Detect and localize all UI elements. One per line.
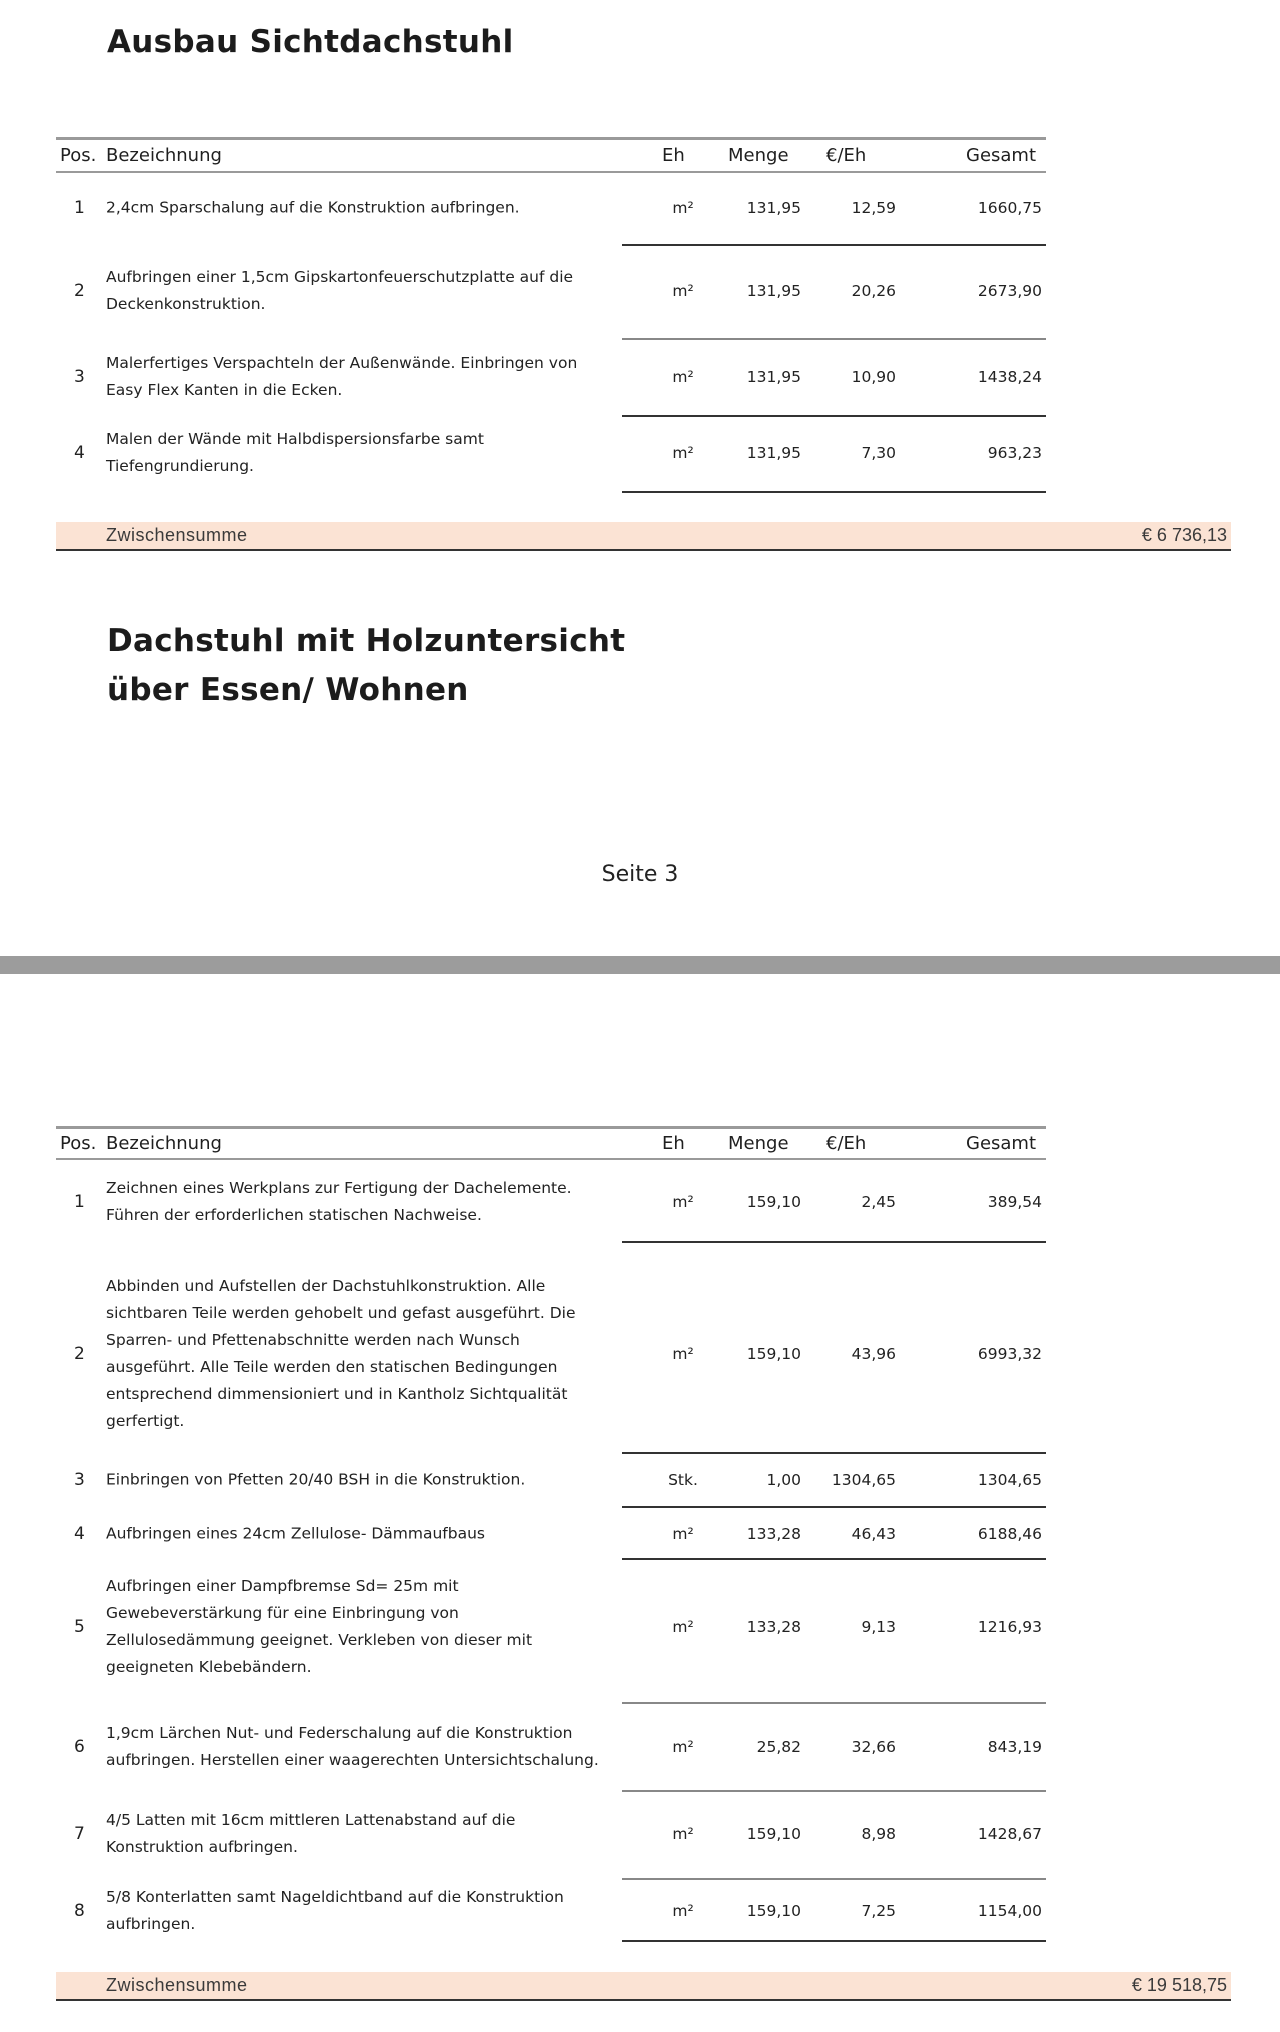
row-eh: m² bbox=[672, 1825, 694, 1843]
row-gesamt: 6188,46 bbox=[977, 1525, 1042, 1543]
row-gesamt: 1216,93 bbox=[977, 1618, 1042, 1636]
row-eh: m² bbox=[672, 1192, 694, 1211]
row-gesamt: 2673,90 bbox=[977, 282, 1042, 300]
table-header bbox=[56, 1126, 1046, 1158]
header-pos: Pos. bbox=[60, 145, 97, 166]
row-menge: 131,95 bbox=[746, 282, 801, 300]
table-row bbox=[56, 173, 1046, 243]
header-gesamt: Gesamt bbox=[966, 1133, 1037, 1154]
header-preis: €/Eh bbox=[826, 1133, 867, 1154]
row-pos: 2 bbox=[74, 1344, 85, 1364]
row-gesamt: 1304,65 bbox=[977, 1471, 1042, 1489]
section-title-ausbau: Ausbau Sichtdachstuhl bbox=[107, 24, 514, 60]
row-menge: 133,28 bbox=[746, 1618, 801, 1636]
header-gesamt: Gesamt bbox=[966, 145, 1037, 166]
row-preis: 20,26 bbox=[851, 282, 896, 300]
page-number: Seite 3 bbox=[601, 862, 679, 887]
row-preis: 1304,65 bbox=[831, 1471, 896, 1489]
subtotal-bar bbox=[56, 522, 1231, 551]
row-eh: Stk. bbox=[668, 1471, 698, 1489]
row-pos: 5 bbox=[74, 1617, 85, 1637]
header-eh: Eh bbox=[662, 1133, 685, 1154]
section-title-line2: über Essen/ Wohnen bbox=[107, 672, 469, 708]
row-menge: 133,28 bbox=[746, 1525, 801, 1543]
row-pos: 4 bbox=[74, 1524, 85, 1544]
row-desc: Malerfertiges Verspachteln der Außenwände. Einbringen von Easy Flex Kanten in die Ecken. bbox=[106, 353, 578, 399]
row-gesamt: 1428,67 bbox=[977, 1825, 1042, 1843]
page-break bbox=[0, 956, 1280, 974]
subtotal-label: Zwischensumme bbox=[106, 525, 248, 545]
row-preis: 9,13 bbox=[861, 1618, 896, 1636]
row-pos: 3 bbox=[74, 366, 85, 387]
row-preis: 43,96 bbox=[851, 1345, 896, 1363]
row-preis: 10,90 bbox=[851, 367, 896, 386]
row-preis: 12,59 bbox=[851, 199, 896, 217]
row-menge: 131,95 bbox=[746, 367, 801, 386]
row-desc: Aufbringen einer 1,5cm Gipskartonfeuerschutzplatte auf die Deckenkonstruktion. bbox=[106, 268, 574, 313]
row-pos: 7 bbox=[74, 1824, 85, 1844]
header-pos: Pos. bbox=[60, 1133, 97, 1154]
row-menge: 159,10 bbox=[746, 1825, 801, 1843]
row-preis: 46,43 bbox=[851, 1525, 896, 1543]
row-eh: m² bbox=[672, 1902, 694, 1920]
header-preis: €/Eh bbox=[826, 145, 867, 166]
table-row bbox=[56, 1792, 1046, 1876]
table-row bbox=[56, 339, 1046, 414]
table-row bbox=[56, 1159, 1046, 1244]
table-ausbau bbox=[56, 137, 1046, 557]
row-desc: Aufbringen einer Dampfbremse Sd= 25m mit Gewebeverstärkung für eine Einbringung von Zellulosedämmung geeignet. Verkleben von dieser mit geeigneten Klebebändern. bbox=[106, 1577, 533, 1676]
row-menge: 25,82 bbox=[756, 1738, 801, 1756]
row-eh: m² bbox=[672, 1345, 694, 1363]
row-menge: 131,95 bbox=[746, 199, 801, 217]
row-gesamt: 389,54 bbox=[987, 1192, 1042, 1211]
row-preis: 7,25 bbox=[861, 1902, 896, 1920]
row-menge: 1,00 bbox=[766, 1471, 801, 1489]
row-gesamt: 843,19 bbox=[987, 1738, 1042, 1756]
table-row bbox=[56, 1562, 1046, 1692]
header-bezeichnung: Bezeichnung bbox=[106, 1133, 222, 1154]
header-eh: Eh bbox=[662, 145, 685, 166]
subtotal-value: € 19 518,75 bbox=[1131, 1975, 1227, 1995]
row-pos: 2 bbox=[74, 281, 85, 301]
row-pos: 6 bbox=[74, 1737, 85, 1757]
row-eh: m² bbox=[672, 1738, 694, 1756]
row-preis: 7,30 bbox=[861, 444, 896, 462]
row-pos: 8 bbox=[74, 1901, 85, 1921]
row-pos: 3 bbox=[74, 1470, 85, 1490]
section-title-dachstuhl bbox=[107, 617, 625, 715]
row-gesamt: 1660,75 bbox=[977, 199, 1042, 217]
header-menge: Menge bbox=[728, 145, 789, 166]
row-gesamt: 1438,24 bbox=[977, 367, 1042, 386]
subtotal-value: € 6 736,13 bbox=[1141, 525, 1227, 545]
row-menge: 159,10 bbox=[746, 1192, 801, 1211]
row-eh: m² bbox=[672, 1618, 694, 1636]
row-desc: 2,4cm Sparschalung auf die Konstruktion aufbringen. bbox=[106, 198, 520, 217]
table-row bbox=[56, 1508, 1046, 1560]
row-eh: m² bbox=[672, 367, 694, 386]
row-eh: m² bbox=[672, 199, 694, 217]
row-gesamt: 6993,32 bbox=[977, 1345, 1042, 1363]
table-row bbox=[56, 245, 1046, 337]
row-desc: 4/5 Latten mit 16cm mittleren Lattenabstand auf die Konstruktion aufbringen. bbox=[106, 1811, 516, 1856]
header-bezeichnung: Bezeichnung bbox=[106, 145, 222, 166]
row-preis: 32,66 bbox=[851, 1738, 896, 1756]
row-desc: Abbinden und Aufstellen der Dachstuhlkonstruktion. Alle sichtbaren Teile werden gehobelt und gefast ausgeführt. Die Sparren- und Pfettenabschnitte werden nach Wunsch ausgeführt. Alle Teile werden den statischen Bedingungen entsprechend dimmensioniert und in Kantholz Sichtqualität gerfertigt. bbox=[106, 1277, 576, 1430]
row-menge: 131,95 bbox=[746, 444, 801, 462]
subtotal-label: Zwischensumme bbox=[106, 1975, 248, 1995]
row-preis: 8,98 bbox=[861, 1825, 896, 1843]
row-gesamt: 963,23 bbox=[987, 444, 1042, 462]
table-dachstuhl bbox=[56, 1126, 1046, 1946]
row-pos: 1 bbox=[74, 1191, 85, 1212]
row-gesamt: 1154,00 bbox=[977, 1902, 1042, 1920]
row-desc: Zeichnen eines Werkplans zur Fertigung der Dachelemente. Führen der erforderlichen statischen Nachweise. bbox=[106, 1178, 572, 1224]
row-menge: 159,10 bbox=[746, 1345, 801, 1363]
row-eh: m² bbox=[672, 444, 694, 462]
row-preis: 2,45 bbox=[861, 1192, 896, 1211]
table-row bbox=[56, 1244, 1046, 1464]
table-row bbox=[56, 1704, 1046, 1790]
row-pos: 1 bbox=[74, 198, 85, 218]
table-row bbox=[56, 1880, 1046, 1942]
header-menge: Menge bbox=[728, 1133, 789, 1154]
row-eh: m² bbox=[672, 282, 694, 300]
row-desc: Malen der Wände mit Halbdispersionsfarbe samt Tiefengrundierung. bbox=[106, 430, 484, 475]
row-pos: 4 bbox=[74, 443, 85, 463]
table-row bbox=[56, 1454, 1046, 1506]
row-desc: 1,9cm Lärchen Nut- und Federschalung auf die Konstruktion aufbringen. Herstellen einer waagerechten Untersichtschalung. bbox=[106, 1724, 599, 1769]
row-menge: 159,10 bbox=[746, 1902, 801, 1920]
section-title-line1: Dachstuhl mit Holzuntersicht bbox=[107, 623, 626, 659]
table-header bbox=[56, 137, 1046, 171]
row-desc: Einbringen von Pfetten 20/40 BSH in die Konstruktion. bbox=[106, 1470, 526, 1489]
table-row bbox=[56, 416, 1046, 490]
row-eh: m² bbox=[672, 1525, 694, 1543]
row-desc: Aufbringen eines 24cm Zellulose- Dämmaufbaus bbox=[106, 1524, 485, 1543]
row-desc: 5/8 Konterlatten samt Nageldichtband auf die Konstruktion aufbringen. bbox=[106, 1888, 564, 1933]
subtotal-bar bbox=[56, 1972, 1231, 2001]
